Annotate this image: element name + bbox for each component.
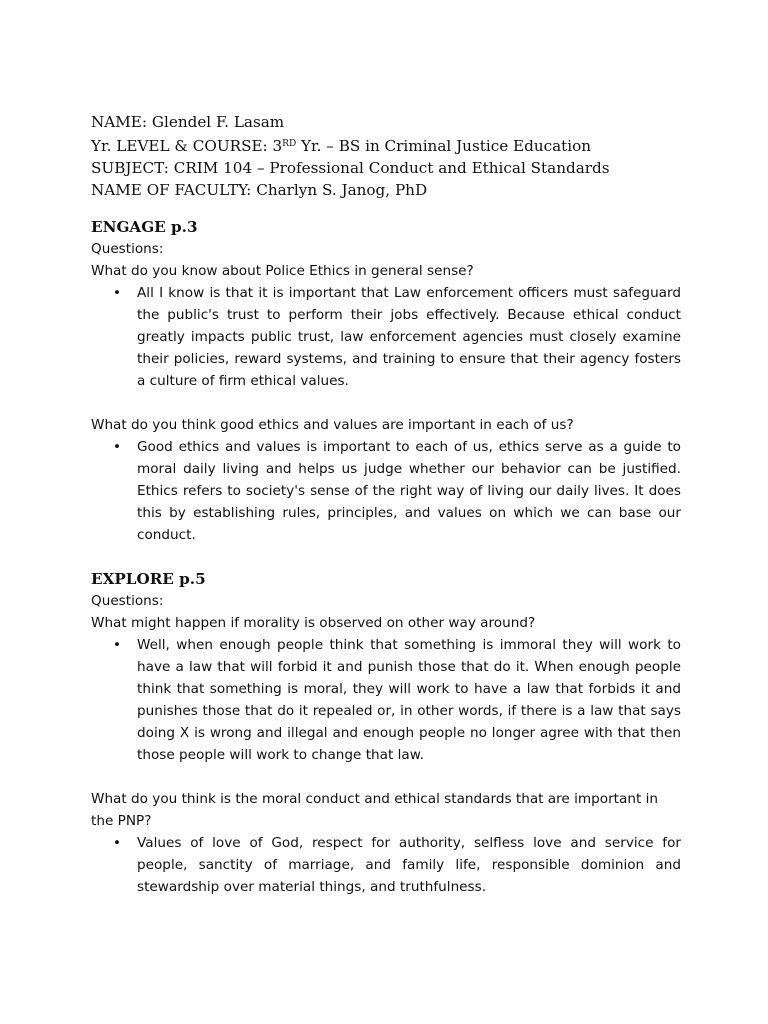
engage-answer-2	[91, 436, 681, 546]
bullet-icon: •	[113, 285, 122, 301]
subject-line: SUBJECT: CRIM 104 – Professional Conduct and Ethical Standards	[91, 159, 610, 177]
student-info-header	[91, 111, 681, 201]
engage-answer-1	[91, 282, 681, 392]
engage-answer-1-text: All I know is that it is important that Law enforcement officers must safeguard the public's trust to perform their jobs effectively. Because ethical conduct greatly impacts public trust, law enforcement agencies must closely examine their policies, reward systems, and training to ensure that their agency fosters a culture of firm ethical values.	[137, 285, 681, 389]
explore-answer-2	[91, 832, 681, 898]
engage-answer-2-list	[91, 436, 681, 546]
year-level-suffix: Yr. – BS in Criminal Justice Education	[296, 137, 592, 155]
engage-answer-1-list	[91, 282, 681, 392]
explore-answer-2-text: Values of love of God, respect for authority, selfless love and service for people, sanctity of marriage, and family life, responsible dominion and stewardship over material things, and truthfulness.	[137, 835, 681, 895]
document-page	[91, 111, 681, 898]
explore-section-title: EXPLORE p.5	[91, 570, 206, 588]
explore-answer-1-text: Well, when enough people think that something is immoral they will work to have a law that will forbid it and punish those that do it. When enough people think that something is moral, they will work to have a law that forbids it and punishes those that do it repealed or, in other words, if there is a law that says doing X is wrong and illegal and enough people no longer agree with that then those people will work to change that law.	[137, 637, 681, 763]
bullet-icon: •	[113, 637, 122, 653]
year-level-prefix: Yr. LEVEL & COURSE: 3	[91, 137, 283, 155]
year-ordinal-superscript: RD	[282, 139, 297, 149]
engage-question-2: What do you think good ethics and values are important in each of us?	[91, 417, 574, 433]
engage-question-1: What do you know about Police Ethics in general sense?	[91, 263, 474, 279]
explore-answer-1	[91, 634, 681, 766]
explore-answer-1-list	[91, 634, 681, 766]
student-name: NAME: Glendel F. Lasam	[91, 113, 285, 131]
explore-answer-2-list	[91, 832, 681, 898]
explore-question-2: What do you think is the moral conduct and ethical standards that are important in the PNP?	[91, 791, 658, 829]
engage-answer-2-text: Good ethics and values is important to each of us, ethics serve as a guide to moral daily living and helps us judge whether our behavior can be justified. Ethics refers to society's sense of the right way of living our daily lives. It does this by establishing rules, principles, and values on which we can base our conduct.	[137, 439, 681, 543]
explore-question-1: What might happen if morality is observed on other way around?	[91, 615, 536, 631]
engage-section-title: ENGAGE p.3	[91, 218, 198, 236]
faculty-name: NAME OF FACULTY: Charlyn S. Janog, PhD	[91, 181, 428, 199]
bullet-icon: •	[113, 835, 122, 851]
explore-questions-label: Questions:	[91, 593, 164, 609]
bullet-icon: •	[113, 439, 122, 455]
year-level-course	[91, 133, 681, 157]
engage-questions-label: Questions:	[91, 241, 164, 257]
